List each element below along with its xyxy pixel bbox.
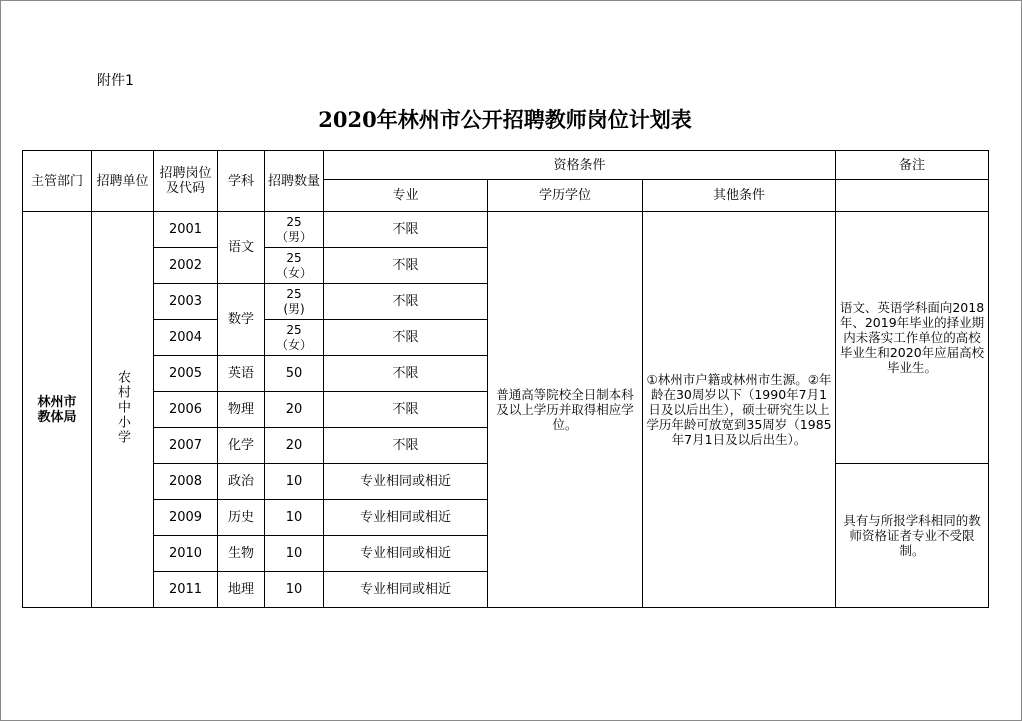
count-cell: 10 — [265, 572, 324, 608]
post-code: 2001 — [154, 212, 218, 248]
header-education: 学历学位 — [488, 180, 643, 212]
post-code: 2002 — [154, 248, 218, 284]
header-count: 招聘数量 — [265, 151, 324, 212]
subject-cell: 政治 — [218, 464, 265, 500]
major-cell: 不限 — [324, 428, 488, 464]
subject-cell: 历史 — [218, 500, 265, 536]
post-code: 2010 — [154, 536, 218, 572]
count-cell: 10 — [265, 536, 324, 572]
major-cell: 专业相同或相近 — [324, 572, 488, 608]
count-cell: 10 — [265, 464, 324, 500]
header-other: 其他条件 — [643, 180, 836, 212]
post-code: 2003 — [154, 284, 218, 320]
post-code: 2008 — [154, 464, 218, 500]
other-conditions-cell: ①林州市户籍或林州市生源。②年龄在30周岁以下（1990年7月1日及以后出生），硕士研究生以上学历年龄可放宽到35周岁（1985年7月1日及以后出生）。 — [643, 212, 836, 608]
major-cell: 专业相同或相近 — [324, 536, 488, 572]
header-remarks-blank — [836, 180, 989, 212]
count-cell: 50 — [265, 356, 324, 392]
department-text: 林州市教体局 — [37, 394, 77, 425]
major-cell: 专业相同或相近 — [324, 464, 488, 500]
count-cell: 20 — [265, 392, 324, 428]
subject-cell: 物理 — [218, 392, 265, 428]
post-code: 2007 — [154, 428, 218, 464]
unit-cell — [92, 212, 154, 608]
post-code: 2005 — [154, 356, 218, 392]
count-cell: 25 （女） — [265, 248, 324, 284]
post-code: 2006 — [154, 392, 218, 428]
major-cell: 不限 — [324, 248, 488, 284]
department-cell — [23, 212, 92, 608]
header-department: 主管部门 — [23, 151, 92, 212]
education-cell: 普通高等院校全日制本科及以上学历并取得相应学位。 — [488, 212, 643, 608]
major-cell: 不限 — [324, 320, 488, 356]
post-code: 2009 — [154, 500, 218, 536]
subject-cell: 语文 — [218, 212, 265, 284]
subject-cell: 生物 — [218, 536, 265, 572]
major-cell: 不限 — [324, 392, 488, 428]
attachment-label: 附件1 — [97, 73, 134, 89]
count-cell: 20 — [265, 428, 324, 464]
header-post-code: 招聘岗位及代码 — [154, 151, 218, 212]
subject-cell: 英语 — [218, 356, 265, 392]
remark-cell-1: 语文、英语学科面向2018年、2019年毕业的择业期内未落实工作单位的高校毕业生和2020年应届高校毕业生。 — [836, 212, 989, 464]
header-subject: 学科 — [218, 151, 265, 212]
header-remarks: 备注 — [836, 151, 989, 180]
count-cell: 25 （女） — [265, 320, 324, 356]
count-cell: 25 (男) — [265, 284, 324, 320]
recruitment-plan-table — [22, 150, 989, 608]
subject-cell: 地理 — [218, 572, 265, 608]
remark-cell-2: 具有与所报学科相同的教师资格证者专业不受限制。 — [836, 464, 989, 608]
header-unit: 招聘单位 — [92, 151, 154, 212]
page-title: 2020年林州市公开招聘教师岗位计划表 — [318, 107, 692, 132]
unit-text: 农村中小学 — [115, 370, 130, 445]
subject-cell: 数学 — [218, 284, 265, 356]
post-code: 2011 — [154, 572, 218, 608]
header-major: 专业 — [324, 180, 488, 212]
post-code: 2004 — [154, 320, 218, 356]
major-cell: 不限 — [324, 284, 488, 320]
count-cell: 10 — [265, 500, 324, 536]
header-qualifications: 资格条件 — [324, 151, 836, 180]
subject-cell: 化学 — [218, 428, 265, 464]
count-cell: 25 （男） — [265, 212, 324, 248]
major-cell: 不限 — [324, 356, 488, 392]
major-cell: 专业相同或相近 — [324, 500, 488, 536]
major-cell: 不限 — [324, 212, 488, 248]
